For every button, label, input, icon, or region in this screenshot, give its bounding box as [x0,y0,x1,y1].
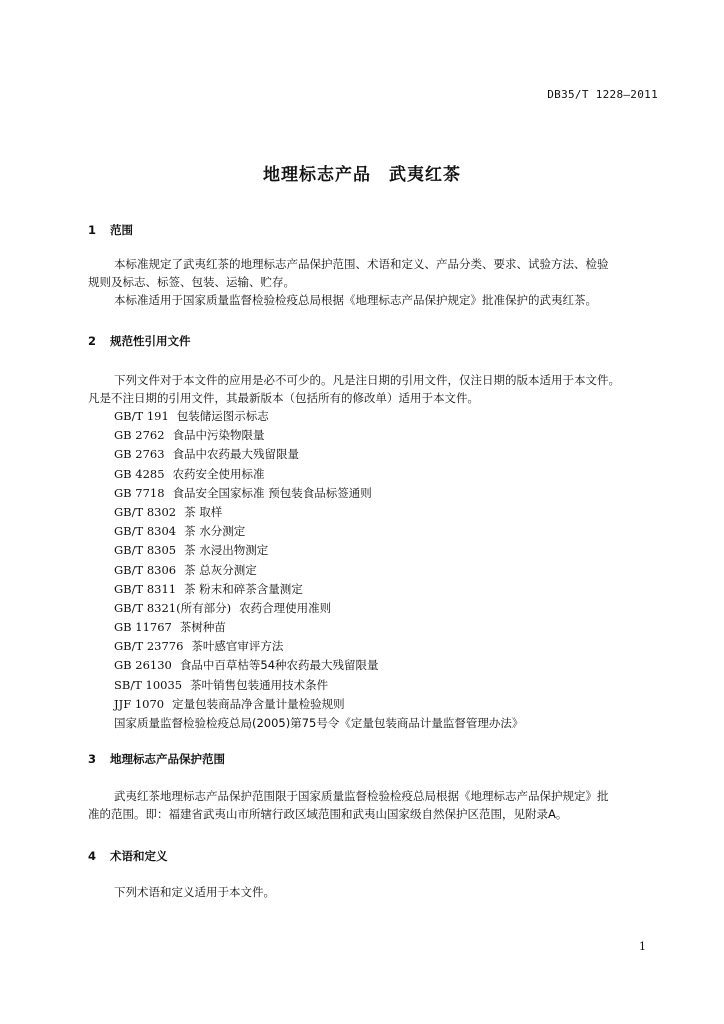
page-number: 1 [639,940,646,953]
reference-title: 茶 水浸出物测定 [184,543,269,558]
reference-code: GB/T 8321(所有部分) [114,600,232,615]
reference-title: 茶 粉末和碎茶含量测定 [184,581,303,596]
reference-item [114,637,523,656]
reference-title: 茶 总灰分测定 [184,562,257,577]
section-3-body [88,787,658,823]
standard-code: DB35/T 1228—2011 [547,88,658,101]
section-number: 2 [88,334,97,348]
section-title: 地理标志产品保护范围 [110,752,226,766]
reference-title: 茶 取样 [184,504,223,519]
section-title: 规范性引用文件 [110,334,191,348]
paragraph-line: 本标准规定了武夷红茶的地理标志产品保护范围、术语和定义、产品分类、要求、试验方法、检验 [114,257,609,271]
reference-title: 食品中百草枯等54种农药最大残留限量 [179,658,379,673]
reference-title: 茶树种苗 [179,620,226,635]
reference-item [114,714,523,733]
reference-item [114,695,523,714]
reference-item [114,656,523,675]
reference-code: GB/T 191 [114,409,169,423]
paragraph-line: 规则及标志、标签、包装、运输、贮存。 [88,275,295,289]
reference-title: 茶叶销售包装通用技术条件 [190,677,329,692]
document-title: 地理标志产品 武夷红茶 [263,165,461,185]
reference-code: GB/T 8304 [114,524,177,539]
section-title: 术语和定义 [110,849,168,863]
section-3-heading [88,751,225,767]
section-number: 4 [88,849,97,863]
reference-item [114,484,523,503]
reference-item [114,503,523,522]
reference-title: 茶 水分测定 [184,524,246,539]
reference-item [114,580,523,599]
section-2-intro [88,371,658,407]
section-1-heading [88,222,133,238]
paragraph-line: 本标准适用于国家质量监督检验检疫总局根据《地理标志产品保护规定》批准保护的武夷红茶。 [114,293,597,307]
reference-title: 茶叶感官审评方法 [191,639,284,654]
paragraph-line: 准的范围。即：福建省武夷山市所辖行政区域范围和武夷山国家级自然保护区范围，见附录A。 [88,807,568,821]
paragraph-line: 下列术语和定义适用于本文件。 [114,885,275,899]
reference-code: GB/T 8302 [114,504,177,519]
reference-title: 食品中农药最大残留限量 [172,447,300,462]
reference-code: SB/T 10035 [114,677,183,692]
reference-item [114,407,523,426]
reference-item [114,465,523,484]
section-title: 范围 [110,223,134,237]
reference-code: GB 2763 [114,447,165,462]
reference-code: GB 2762 [114,428,165,443]
reference-title: 食品安全国家标准 预包装食品标签通则 [172,485,372,500]
normative-references-list [114,407,523,733]
reference-item [114,618,523,637]
reference-code: GB/T 8305 [114,543,177,558]
reference-title: 包装储运图示标志 [176,409,269,423]
paragraph-line: 凡是不注日期的引用文件，其最新版本（包括所有的修改单）适用于本文件。 [88,391,479,405]
reference-item [114,676,523,695]
reference-item [114,541,523,560]
section-1-body [88,255,658,309]
reference-title: 农药合理使用准则 [239,600,332,615]
reference-code: GB/T 8311 [114,581,177,596]
reference-title: 农药安全使用标准 [172,466,265,481]
paragraph-line: 下列文件对于本文件的应用是必不可少的。凡是注日期的引用文件，仅注日期的版本适用于本文件。 [114,373,620,387]
reference-code: GB/T 23776 [114,639,184,654]
reference-item [114,561,523,580]
section-number: 1 [88,223,97,237]
reference-title: 国家质量监督检验检疫总局(2005)第75号令《定量包装商品计量监督管理办法》 [114,716,524,730]
reference-title: 食品中污染物限量 [172,428,265,443]
reference-title: 定量包装商品净含量计量检验规则 [172,696,345,711]
paragraph-line: 武夷红茶地理标志产品保护范围限于国家质量监督检验检疫总局根据《地理标志产品保护规定》批 [114,789,609,803]
section-4-heading [88,848,168,864]
section-4-body [88,883,658,901]
section-number: 3 [88,752,97,766]
reference-code: GB 11767 [114,620,172,635]
reference-code: GB 4285 [114,466,165,481]
reference-item [114,599,523,618]
reference-code: GB/T 8306 [114,562,177,577]
reference-item [114,522,523,541]
reference-code: JJF 1070 [114,696,165,711]
reference-item [114,445,523,464]
reference-code: GB 26130 [114,658,172,673]
reference-code: GB 7718 [114,485,165,500]
reference-item [114,426,523,445]
section-2-heading [88,333,191,349]
